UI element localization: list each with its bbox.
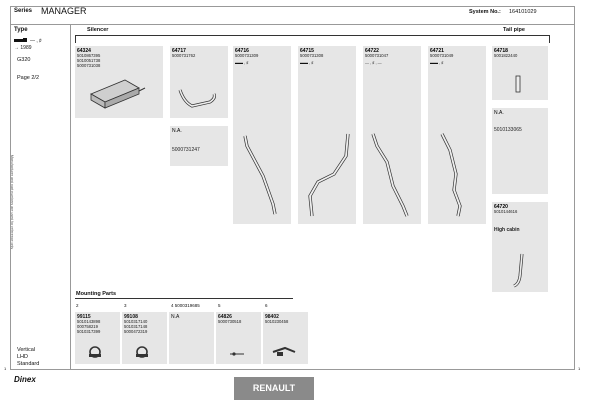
mount-refs: 5010143898 000758219 5010317399: [77, 319, 101, 334]
note-drive-side: LHD: [17, 354, 29, 360]
mount-refs: 5000730518: [218, 319, 242, 324]
mount-number: 64826: [218, 314, 232, 320]
dinex-logo: Dinex: [14, 375, 36, 384]
mount-card-99115[interactable]: [75, 312, 120, 364]
truck-icon: [14, 38, 28, 44]
brand-banner: RENAULT: [234, 377, 314, 400]
part-number: 64718: [494, 48, 508, 54]
mounting-bracket-line: [75, 298, 293, 299]
na-card-1[interactable]: [170, 126, 228, 166]
vehicle-spec: ▬▬ , ♯: [300, 60, 314, 65]
section-tick: [549, 35, 550, 43]
part-card-64717[interactable]: [170, 46, 228, 118]
page-indicator: Page 2/2: [17, 75, 40, 81]
note-orientation: Vertical: [17, 347, 36, 353]
system-number-label: System No.:: [469, 9, 501, 15]
na-label: N.A.: [494, 110, 504, 116]
clamp-icon: [75, 312, 120, 364]
bolt-icon: [216, 312, 261, 364]
page-number: 1: [4, 366, 7, 371]
part-number: 64715: [300, 48, 314, 54]
part-card-64324[interactable]: [75, 46, 163, 118]
cabin-pipe-drawing: [492, 202, 548, 292]
part-note: High cabin: [494, 227, 520, 233]
left-column-divider: [70, 24, 71, 370]
part-refs: 5010144616: [494, 209, 518, 214]
na-label: N.A.: [172, 128, 182, 134]
mount-number: 99108: [124, 314, 138, 320]
hanger-icon: [263, 312, 308, 364]
section-silencer-title: Silencer: [87, 27, 109, 33]
part-number: 64717: [172, 48, 186, 54]
silencer-drawing: [75, 46, 163, 118]
mount-index: 5: [218, 303, 221, 308]
header-divider: [10, 24, 575, 25]
tail-pipe-drawing: [233, 46, 291, 224]
tail-pipe-drawing: [363, 46, 421, 224]
vehicle-spec: — , ♯ , —: [365, 60, 382, 65]
disclaimer-side-text: Manufacturer and part numbers are used for reference only: [10, 154, 14, 250]
part-number: 64720: [494, 204, 508, 210]
mount-index: 6: [265, 303, 268, 308]
na-ref: 5010133065: [494, 127, 522, 133]
section-tick: [75, 35, 76, 43]
section-tailpipe-title: Tail pipe: [503, 27, 525, 33]
part-number: 64716: [235, 48, 249, 54]
short-pipe-drawing: [492, 46, 548, 100]
system-number-value: 164101029: [509, 9, 537, 15]
tail-pipe-drawing: [298, 46, 356, 224]
part-card-64722[interactable]: [363, 46, 421, 224]
mount-index: 2: [76, 303, 79, 308]
part-number: 64721: [430, 48, 444, 54]
mount-card-99108[interactable]: [122, 312, 167, 364]
bend-pipe-drawing: [170, 46, 228, 118]
part-refs: 5000731049: [430, 53, 454, 58]
series-label: Series: [14, 8, 33, 14]
part-refs: 5000731309: [235, 53, 259, 58]
mount-number: N.A: [171, 314, 180, 320]
part-number: 64722: [365, 48, 379, 54]
model-code: G320: [17, 57, 31, 63]
mount-index: 3: [124, 303, 127, 308]
part-refs: 5000731762: [172, 53, 196, 58]
note-standard: Standard: [17, 361, 40, 367]
corner-mark: 1: [578, 366, 581, 371]
mount-refs: 5010230458: [265, 319, 289, 324]
type-label: Type: [14, 27, 28, 33]
na-ref: 5000731247: [172, 147, 200, 153]
mount-index: 4 5000319685: [171, 303, 200, 308]
vehicle-spec: ▬▬ , ♯: [430, 60, 444, 65]
section-mounting-title: Mounting Parts: [76, 291, 117, 297]
part-card-64720[interactable]: [492, 202, 548, 292]
part-refs: 5000731047: [365, 53, 389, 58]
mount-number: 99115: [77, 314, 91, 320]
part-refs: 5010867395 5010051738 5000731038: [77, 53, 101, 68]
vehicle-spec: ▬▬ , ♯: [235, 60, 249, 65]
part-card-64715[interactable]: [298, 46, 356, 224]
part-number: 64324: [77, 48, 91, 54]
part-card-64718[interactable]: [492, 46, 548, 100]
configuration-notes: [17, 347, 39, 368]
vehicle-year: → 1989: [14, 45, 32, 51]
section-bracket-line: [75, 35, 550, 36]
mount-card-64826[interactable]: [216, 312, 261, 364]
mount-card-na[interactable]: [169, 312, 214, 364]
mount-card-98402[interactable]: [263, 312, 308, 364]
part-card-64721[interactable]: [428, 46, 486, 224]
part-card-64716[interactable]: [233, 46, 291, 224]
mount-number: 98402: [265, 314, 279, 320]
na-card-2[interactable]: [492, 108, 548, 194]
series-value: MANAGER: [41, 6, 87, 16]
vehicle-spec: — , ♯: [14, 38, 42, 44]
mount-refs: 5010317140 5010317148 5000472319: [124, 319, 148, 334]
part-refs: 5001822440: [494, 53, 518, 58]
tail-pipe-drawing: [428, 46, 486, 224]
clamp-icon: [122, 312, 167, 364]
part-refs: 5000731308: [300, 53, 324, 58]
